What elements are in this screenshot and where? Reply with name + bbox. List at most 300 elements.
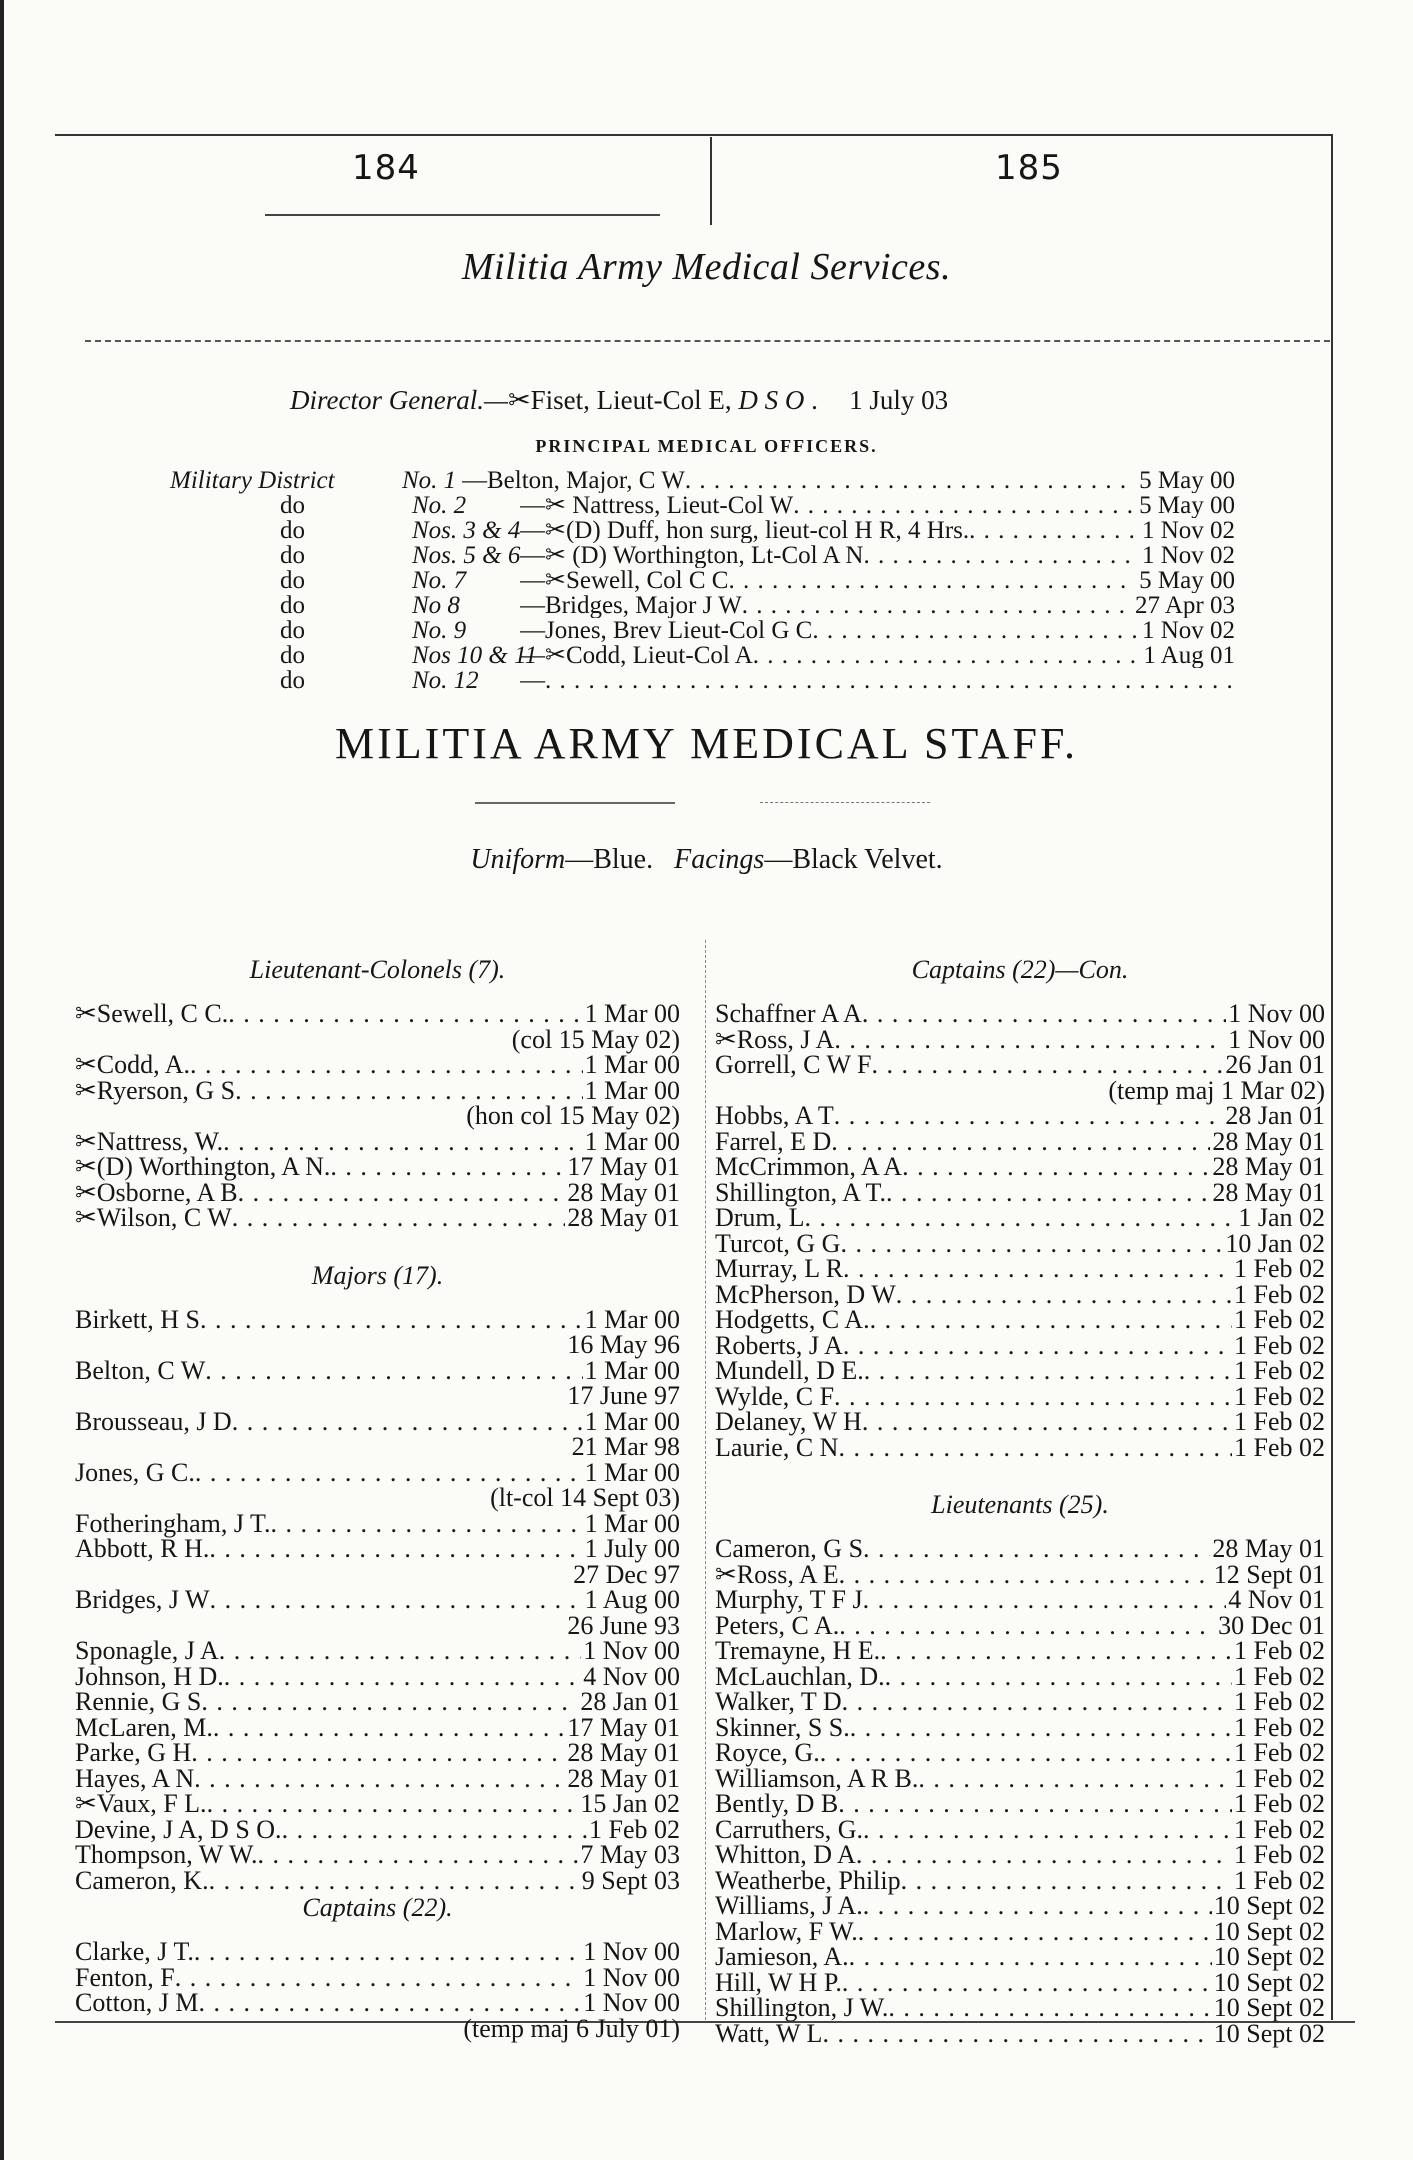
roster-name: Belton, C W [75,1355,206,1385]
district-number: No. 2 [412,492,467,519]
roster-entry [75,1304,680,1334]
dot-leader [685,468,1135,493]
dot-leader [862,1409,1232,1435]
roster-name: Weatherbe, Philip [715,1865,901,1895]
roster-date: 1 Nov 00 [583,1937,680,1966]
roster-name: Walker, T D [715,1687,842,1716]
roster-name: Marlow, F W. [715,1916,858,1946]
roster-date: 28 May 01 [567,1763,680,1793]
roster-entry [715,1177,1325,1207]
roster-date: 17 May 01 [567,1152,680,1181]
frame-right-rule [1331,134,1333,2020]
page-number-left: 184 [352,148,420,188]
dot-leader [820,1740,1232,1766]
district-body [520,643,1235,668]
dot-leader [330,1154,565,1180]
roster-name: ✂(D) Worthington, A N. [75,1152,331,1181]
district-list [170,468,1235,693]
district-officer: —Belton, Major, C W [462,468,685,493]
roster-name: Brousseau, J D [75,1406,232,1436]
roster-date: 1 Mar 00 [584,1355,680,1385]
page-number-right: 185 [995,148,1063,188]
roster-entry [75,1001,680,1027]
roster-name: McPherson, D W [715,1279,896,1309]
roster-name: Royce, G. [715,1738,820,1767]
dot-leader [863,1587,1227,1613]
dot-leader [742,593,1131,618]
roster-name: ✂Vaux, F L. [75,1789,207,1818]
roster-date: 1 Feb 02 [1234,1763,1325,1793]
district-lead: do [280,517,305,544]
district-date: 1 Nov 02 [1141,518,1235,543]
roster-note: 16 May 96 [567,1330,680,1359]
dot-leader [194,1939,581,1965]
dot-leader [843,1333,1232,1359]
majors-heading: Majors (17). [311,1260,444,1290]
roster-note: (col 15 May 02) [511,1024,680,1054]
uniform-line [0,844,1413,876]
roster-entry [75,1587,680,1613]
dot-leader [282,1817,587,1843]
dot-leader [858,1919,1212,1945]
roster-entry [75,1205,680,1231]
dot-leader [849,1944,1212,1970]
district-officer: —✂Sewell, Col C C [520,568,729,593]
dot-leader [902,1154,1210,1180]
district-number: Nos 10 & 11 [412,642,538,669]
dot-leader [885,1664,1232,1690]
roster-entry [715,2018,1325,2048]
dot-leader [863,543,1137,568]
roster-entry [715,1536,1325,1562]
dot-leader [200,1307,583,1333]
roster-date: 28 May 01 [567,1738,680,1767]
roster-name: Wylde, C F [715,1381,835,1411]
roster-name: Abbott, R H. [75,1534,210,1563]
roster-date: 1 Mar 00 [584,1406,680,1436]
roster-date: 1 Feb 02 [1234,1789,1325,1818]
director-gap: . [811,385,818,415]
roster-entry [715,1024,1325,1054]
dot-leader [190,1052,583,1078]
roster-name: ✂Wilson, C W [75,1203,232,1232]
roster-date: 28 May 01 [567,1177,680,1207]
district-body [520,668,1235,693]
dot-leader [839,1562,1212,1588]
roster-date: 10 Jan 02 [1225,1228,1325,1258]
roster-name: ✂Osborne, A B [75,1177,238,1207]
roster-name: Drum, L [715,1203,805,1232]
dot-leader [831,1129,1210,1155]
roster-name: Hill, W H P. [715,1967,842,1997]
dot-leader [219,1638,581,1664]
district-date: 1 Aug 01 [1143,643,1235,668]
district-date: 1 Nov 02 [1141,543,1235,568]
roster-name: Laurie, C N [715,1432,839,1462]
dot-leader [850,1715,1232,1741]
roster-date: 1 Mar 00 [584,1304,680,1334]
dot-leader [232,1205,566,1231]
roster-entry [715,1228,1325,1258]
dot-leader [270,1511,582,1537]
roster-date: 1 Feb 02 [1234,1330,1325,1360]
roster-date: 1 Feb 02 [1234,1865,1325,1895]
dot-leader [871,1052,1223,1078]
roster-name: Tremayne, H E. [715,1636,881,1665]
roster-date: 10 Sept 02 [1213,1967,1325,1997]
dot-leader [840,1231,1223,1257]
roster-entry [715,1432,1325,1462]
roster-entry [75,1865,680,1895]
lieutenant-colonels-heading: Lieutenant-Colonels (7). [249,955,506,984]
roster-entry [715,1610,1325,1640]
roster-entry [715,1587,1325,1613]
district-row [170,668,1235,693]
dot-leader [969,518,1138,543]
district-body [520,518,1235,543]
roster-name: Delaney, W H [715,1407,862,1436]
roster-entry [715,1154,1325,1180]
roster-entry [715,1944,1325,1970]
roster-name: Birkett, H S [75,1304,200,1334]
roster-entry [75,1763,680,1793]
roster-name: Farrel, E D [715,1126,832,1156]
roster-note: 17 June 97 [567,1381,680,1410]
roster-entry [715,1916,1325,1946]
roster-entry [715,1279,1325,1309]
roster-entry [75,1075,680,1105]
roster-name: Whitton, D A [715,1840,856,1869]
page-edge-bar [0,0,4,2160]
roster-date: 10 Sept 02 [1213,1916,1325,1946]
roster-date: 1 July 00 [584,1534,680,1563]
roster-name: Turcot, G G [715,1228,841,1258]
roster-date: 10 Sept 02 [1213,2018,1325,2048]
district-date: 1 Nov 02 [1141,618,1235,643]
dot-leader [838,1435,1232,1461]
roster-entry [75,1177,680,1207]
dot-leader [195,1460,583,1486]
dot-leader [232,1409,583,1435]
district-officer: —Bridges, Major J W [520,593,742,618]
roster-date: 7 May 03 [580,1840,680,1869]
dot-leader [886,1180,1210,1206]
dot-leader [918,1766,1232,1792]
dot-leader [201,1689,578,1715]
roster-date: 10 Sept 02 [1213,1891,1325,1920]
district-officer: —✂ (D) Worthington, Lt-Col A N [520,543,864,568]
roster-name: Gorrell, C W F [715,1050,872,1079]
roster-date: 28 May 01 [1212,1126,1325,1156]
district-number: No. 7 [412,567,467,594]
roster-name: Shillington, A T. [715,1177,886,1207]
district-date: 5 May 00 [1139,568,1235,593]
roster-date: 1 Mar 00 [584,1050,680,1079]
roster-note: (temp maj 6 July 01) [463,2013,680,2043]
roster-date: 1 Mar 00 [584,1457,680,1487]
director-label: Director General.— [290,385,508,415]
roster-entry [715,1689,1325,1715]
district-officer: —Jones, Brev Lieut-Col G C [520,618,813,643]
roster-name: Clarke, J T. [75,1937,194,1966]
dot-leader [238,1180,566,1206]
roster-date: 1 Feb 02 [1234,1738,1325,1767]
district-row [170,468,1235,493]
dot-leader [199,1990,582,2016]
roster-name: Skinner, S S. [715,1712,850,1742]
captains-continued-heading: Captains (22)—Con. [911,955,1129,984]
roster-name: Williamson, A R B. [715,1763,919,1793]
roster-entry [715,1661,1325,1691]
roster-entry [75,1814,680,1844]
roster-entry [75,1990,680,2016]
roster-name: McLaren, M. [75,1712,213,1742]
dot-leader [258,1842,579,1868]
roster-name: McCrimmon, A A [715,1152,903,1181]
title-dashed-rule [85,340,1330,342]
roster-date: 9 Sept 03 [581,1865,680,1895]
roster-date: 12 Sept 01 [1213,1559,1325,1589]
roster-date: 1 Feb 02 [1234,1407,1325,1436]
roster-name: Jones, G C. [75,1457,195,1487]
roster-date: 28 May 01 [1212,1534,1325,1563]
roster-date: 15 Jan 02 [580,1789,680,1818]
dot-leader [834,1027,1226,1053]
roster-entry [715,1712,1325,1742]
dot-leader [870,1307,1232,1333]
roster-name: Devine, J A, D S O. [75,1814,282,1844]
roster-entry [715,1842,1325,1868]
district-date [1231,668,1235,693]
dot-leader [213,1715,565,1741]
dot-leader [896,1282,1232,1308]
roster-name: Jamieson, A. [715,1942,849,1971]
district-number: No. 1 [402,467,457,494]
staff-rule-right [760,802,930,803]
roster-entry [715,1126,1325,1156]
dot-leader [839,1613,1216,1639]
roster-name: Murray, L R [715,1254,844,1283]
district-body [520,618,1235,643]
district-number: Nos. 5 & 6 [412,542,521,569]
roster-name: Bridges, J W [75,1585,210,1614]
dot-leader [856,1842,1232,1868]
district-row [170,568,1235,593]
roster-date: 1 Mar 00 [584,1075,680,1105]
roster-entry [715,1103,1325,1129]
roster-date: 4 Nov 01 [1228,1585,1325,1614]
facings-label: Facings [674,844,765,875]
roster-entry [715,1763,1325,1793]
roster-entry [75,1457,680,1487]
roster-date: 1 Feb 02 [1234,1840,1325,1869]
roster-date: 1 Nov 00 [583,1962,680,1992]
district-date: 27 Apr 03 [1135,593,1235,618]
roster-date: 4 Nov 00 [583,1661,680,1691]
roster-entry [75,1536,680,1562]
roster-name: ✂Nattress, W. [75,1126,224,1156]
district-number: No. 9 [412,617,467,644]
roster-date: 1 Feb 02 [1234,1636,1325,1665]
roster-date: 1 Feb 02 [1234,1814,1325,1844]
district-body [520,493,1235,518]
roster-entry [75,1842,680,1868]
dot-leader [194,1766,565,1792]
roster-date: 1 Feb 02 [1234,1356,1325,1385]
roster-date: 1 Feb 02 [1234,1381,1325,1411]
dot-leader [545,668,1231,693]
dot-leader [209,1536,582,1562]
dot-leader [843,1256,1232,1282]
district-officer: —✂(D) Duff, hon surg, lieut-col H R, 4 Hrs. [520,518,970,543]
roster-note: (lt-col 14 Sept 03) [490,1483,680,1512]
dot-leader [842,1970,1212,1996]
roster-name: Cotton, J M [75,1988,199,2017]
district-lead: do [280,592,305,619]
roster-entry [75,1052,680,1078]
roster-date: 26 Jan 01 [1225,1050,1325,1079]
roster-entry [75,1355,680,1385]
dot-leader [793,493,1135,518]
roster-name: Parke, G H [75,1738,192,1767]
roster-date: 28 Jan 01 [1225,1101,1325,1130]
roster-date: 1 Feb 02 [1234,1305,1325,1334]
roster-name: ✂Ross, A E [715,1559,839,1589]
dot-leader [842,1689,1232,1715]
roster-note: 27 Dec 97 [573,1559,680,1589]
dot-leader [175,1965,582,1991]
roster-date: 10 Sept 02 [1213,1942,1325,1971]
district-lead: do [280,492,305,519]
roster-entry [75,1661,680,1691]
roster-date: 1 Nov 00 [1228,999,1325,1028]
roster-date: 1 Feb 02 [1234,1279,1325,1309]
roster-entry [75,1508,680,1538]
roster-entry [715,1358,1325,1384]
roster-entry [715,1330,1325,1360]
uniform-value: —Blue. [565,844,654,875]
roster-date: 28 May 01 [1212,1177,1325,1207]
roster-name: Fenton, F [75,1962,175,1992]
roster-name: Cameron, G S [715,1534,864,1563]
roster-date: 10 Sept 02 [1213,1993,1325,2022]
district-row [170,543,1235,568]
dot-leader [224,1664,581,1690]
roster-entry [715,1814,1325,1844]
dot-leader [822,2021,1211,2047]
frame-top-rule [55,134,1332,136]
director-honour: D S O [738,385,805,415]
dot-leader [901,1868,1232,1894]
district-officer: —✂ Nattress, Lieut-Col W [520,493,794,518]
roster-name: Shillington, J W. [715,1993,889,2022]
dot-leader [191,1740,565,1766]
right-column [715,955,1325,2046]
roster-entry [715,1893,1325,1919]
roster-date: 1 Mar 00 [584,999,680,1028]
roster-entry [715,1256,1325,1282]
roster-entry [715,1740,1325,1766]
roster-name: Johnson, H D. [75,1661,224,1691]
district-body [520,593,1235,618]
district-row [170,593,1235,618]
roster-date: 1 Mar 00 [584,1508,680,1538]
dot-leader [209,1868,580,1894]
roster-date: 1 Aug 00 [584,1585,680,1614]
dot-leader [207,1791,579,1817]
dot-leader [728,568,1135,593]
staff-heading: MILITIA ARMY MEDICAL STAFF. [335,719,1078,768]
roster-name: Bently, D B [715,1789,839,1818]
dot-leader [805,1205,1237,1231]
dot-leader [863,1536,1210,1562]
roster-entry [715,1865,1325,1895]
roster-name: Hodgetts, C A. [715,1305,870,1334]
dot-leader [834,1384,1232,1410]
district-date: 5 May 00 [1139,468,1235,493]
dot-leader [223,1129,583,1155]
roster-entry [715,1409,1325,1435]
roster-entry [715,1205,1325,1231]
director-date: 1 July 03 [849,385,949,415]
dot-leader [838,1791,1232,1817]
roster-date: 28 May 01 [567,1203,680,1232]
roster-date: 1 Nov 00 [583,1636,680,1665]
roster-name: Sponagle, J A [75,1636,219,1665]
roster-name: Peters, C A. [715,1610,840,1640]
roster-date: 17 May 01 [567,1712,680,1742]
page-title: Militia Army Medical Services. [461,246,952,288]
director-general-line [290,385,948,416]
roster-entry [715,1307,1325,1333]
roster-entry [75,1740,680,1766]
captains-heading: Captains (22). [302,1893,453,1922]
roster-note: 26 June 93 [567,1610,680,1640]
lieutenants-heading: Lieutenants (25). [931,1490,1109,1519]
roster-date: 1 Feb 02 [1234,1661,1325,1691]
dot-leader [863,1817,1232,1843]
district-date: 5 May 00 [1139,493,1235,518]
roster-date: 1 Feb 02 [589,1814,680,1844]
district-lead: do [280,617,305,644]
district-row [170,618,1235,643]
roster-name: Fotheringham, J T. [75,1508,271,1538]
dot-leader [864,1358,1232,1384]
roster-name: ✂Ross, J A [715,1024,835,1054]
district-lead: do [280,567,305,594]
dot-leader [205,1358,582,1384]
roster-entry [75,1154,680,1180]
facings-value: —Black Velvet. [764,844,943,875]
roster-name: ✂Ryerson, G S [75,1075,236,1105]
roster-entry [715,1995,1325,2021]
roster-entry [715,1559,1325,1589]
header-rule [265,214,660,216]
roster-date: 1 Feb 02 [1234,1254,1325,1283]
director-name: ✂Fiset, Lieut-Col E, [507,385,739,415]
district-lead: do [280,667,305,694]
roster-name: Williams, J A. [715,1891,863,1920]
roster-date: 1 Feb 02 [1234,1687,1325,1716]
roster-name: Schaffner A A [715,999,862,1028]
district-row [170,493,1235,518]
roster-name: Mundell, D E. [715,1356,864,1385]
district-officer: —✂Codd, Lieut-Col A [520,643,753,668]
roster-name: Hayes, A N [75,1763,195,1793]
roster-name: McLauchlan, D. [715,1661,885,1691]
roster-date: 1 Feb 02 [1234,1432,1325,1462]
roster-entry [715,1381,1325,1411]
